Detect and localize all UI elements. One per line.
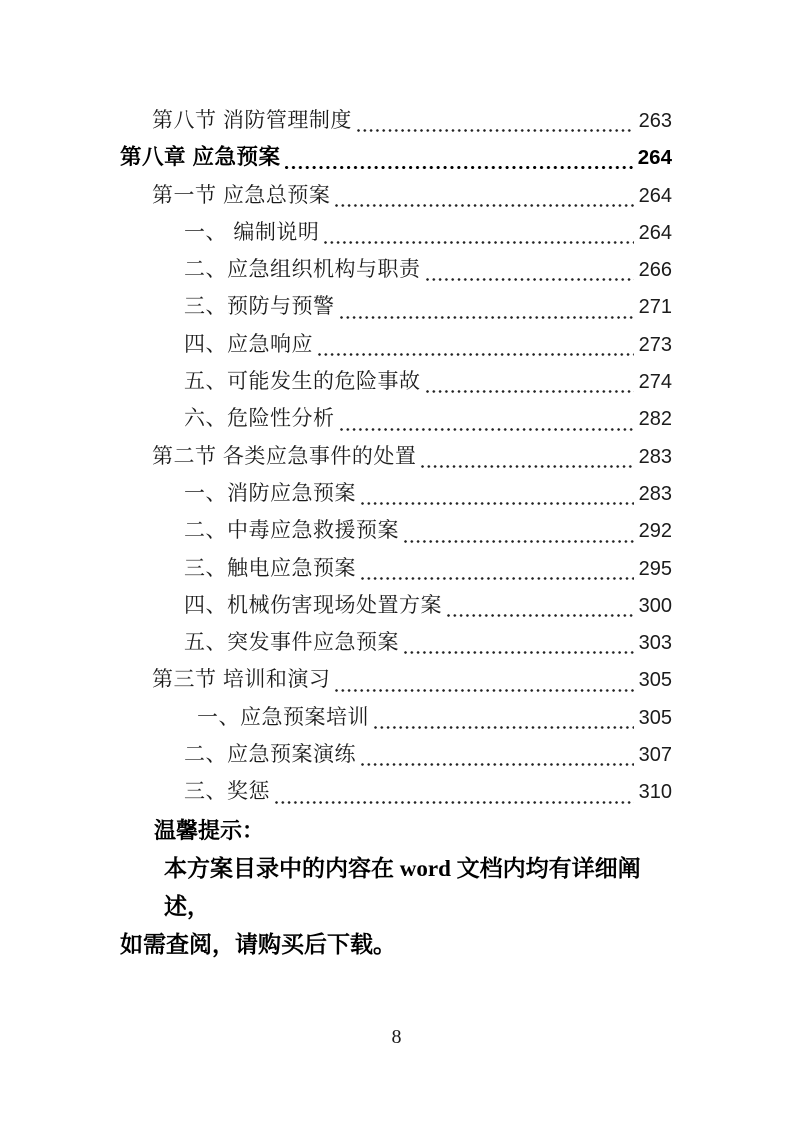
dot-leader <box>426 278 634 281</box>
toc-entry-label: 第二节 各类应急事件的处置 <box>152 444 417 468</box>
toc-page-number: 283 <box>638 445 672 468</box>
toc-entry[interactable] <box>120 587 672 624</box>
dot-leader <box>340 428 634 431</box>
toc-entry-label: 一、应急预案培训 <box>197 705 369 729</box>
toc-entry[interactable] <box>120 139 672 176</box>
toc-entry[interactable] <box>120 251 672 288</box>
toc-page-number: 273 <box>638 333 672 356</box>
dot-leader <box>335 204 633 207</box>
footer-page-number: 8 <box>391 1026 402 1048</box>
toc-entry[interactable] <box>120 736 672 773</box>
toc-entry[interactable] <box>120 288 672 325</box>
toc-entry[interactable] <box>120 624 672 661</box>
dot-leader <box>421 465 633 468</box>
dot-leader <box>340 316 634 319</box>
toc-entry-label: 五、可能发生的危险事故 <box>184 370 421 394</box>
dot-leader <box>357 129 634 132</box>
toc-entry[interactable] <box>120 699 672 736</box>
toc-entry[interactable] <box>120 475 672 512</box>
dot-leader <box>361 577 634 580</box>
toc-entry-label: 第八节 消防管理制度 <box>152 109 352 132</box>
toc-page-number: 305 <box>638 706 672 729</box>
toc-entry[interactable] <box>120 661 672 698</box>
toc-entry-label: 二、应急组织机构与职责 <box>184 258 421 282</box>
notice-title: 温馨提示： <box>154 818 265 843</box>
toc-entry[interactable] <box>120 400 672 437</box>
notice-block <box>120 812 672 964</box>
dot-leader <box>404 540 634 543</box>
toc-page-number: 264 <box>637 146 672 170</box>
toc-page-number: 292 <box>638 520 672 543</box>
dot-leader <box>318 353 634 356</box>
toc-entry[interactable] <box>120 438 672 475</box>
toc-entry[interactable] <box>120 550 672 587</box>
toc-entry-label: 一、 编制说明 <box>184 220 320 244</box>
toc-entry[interactable] <box>120 177 672 214</box>
toc-entry-label: 六、危险性分析 <box>184 407 335 431</box>
toc-entry-label: 二、应急预案演练 <box>184 743 356 767</box>
notice-paragraph-line-1: 本方案目录中的内容在 word 文档内均有详细阐述， <box>164 856 641 919</box>
toc-page-number: 263 <box>638 110 672 132</box>
dot-leader <box>374 726 634 729</box>
toc-list <box>120 102 672 811</box>
toc-page-number: 295 <box>638 557 672 580</box>
dot-leader <box>361 502 634 505</box>
toc-page-number: 282 <box>638 408 672 431</box>
toc-entry-label: 第三节 培训和演习 <box>152 668 331 692</box>
dot-leader <box>324 241 633 244</box>
toc-entry[interactable] <box>120 363 672 400</box>
toc-entry[interactable] <box>120 102 672 139</box>
toc-entry-label: 第一节 应急总预案 <box>152 183 331 207</box>
dot-leader <box>285 166 632 169</box>
toc-entry-label: 一、消防应急预案 <box>184 481 356 505</box>
toc-page-number: 264 <box>638 184 672 207</box>
toc-page-number: 274 <box>638 371 672 394</box>
toc-entry-label: 二、中毒应急救援预案 <box>184 519 399 543</box>
toc-entry-label: 第八章 应急预案 <box>120 145 281 170</box>
toc-entry[interactable] <box>120 512 672 549</box>
toc-page-number: 271 <box>638 296 672 319</box>
toc-entry-label: 四、机械伤害现场处置方案 <box>184 593 442 617</box>
toc-page-number: 305 <box>638 669 672 692</box>
notice-paragraph-line-2: 如需查阅，请购买后下载。 <box>120 932 396 957</box>
toc-entry-label: 三、预防与预警 <box>184 295 335 319</box>
dot-leader <box>447 614 634 617</box>
toc-page-number: 310 <box>638 781 672 804</box>
toc-page-number: 300 <box>638 594 672 617</box>
toc-page-number: 307 <box>638 744 672 767</box>
toc-entry-label: 三、触电应急预案 <box>184 556 356 580</box>
dot-leader <box>275 801 634 804</box>
dot-leader <box>404 651 634 654</box>
toc-entry[interactable] <box>120 773 672 810</box>
toc-page-number: 283 <box>638 482 672 505</box>
dot-leader <box>335 689 633 692</box>
toc-entry-label: 四、应急响应 <box>184 332 313 356</box>
toc-entry-label: 三、奖惩 <box>184 780 270 804</box>
toc-entry[interactable] <box>120 326 672 363</box>
dot-leader <box>426 390 634 393</box>
dot-leader <box>361 763 634 766</box>
toc-page-number: 303 <box>638 632 672 655</box>
toc-entry[interactable] <box>120 214 672 251</box>
toc-page-number: 264 <box>638 221 672 244</box>
toc-entry-label: 五、突发事件应急预案 <box>184 631 399 655</box>
toc-page-number: 266 <box>638 259 672 282</box>
